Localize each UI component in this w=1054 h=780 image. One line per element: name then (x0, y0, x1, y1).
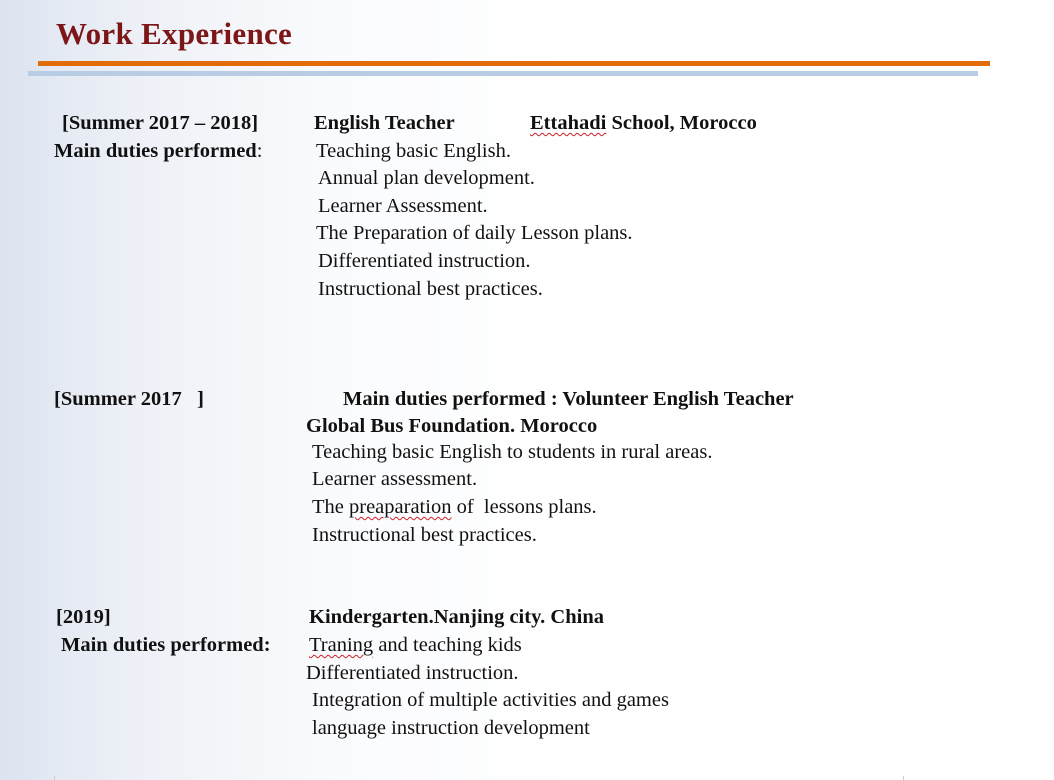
job3-duty-1-post: and teaching kids (373, 634, 522, 656)
job1-duty-1: Teaching basic English. (316, 140, 511, 162)
job3-duty-4: language instruction development (312, 717, 590, 739)
slide-edge-tick-right (903, 776, 904, 780)
job3-employer: Kindergarten.Nanjing city. China (309, 606, 604, 628)
job2-duty-4: Instructional best practices. (312, 524, 537, 546)
title-rule-orange (38, 61, 990, 66)
job1-duties-colon: : (256, 140, 263, 162)
job1-duty-5: Differentiated instruction. (318, 250, 531, 272)
job1-duty-2: Annual plan development. (318, 167, 535, 189)
job2-duty-3-misspelled: preaparation (349, 496, 452, 518)
job2-duty-3 (312, 496, 597, 520)
job1-duty-4: The Preparation of daily Lesson plans. (316, 222, 633, 244)
job3-duties-label: Main duties performed: (61, 634, 271, 656)
job3-duty-1-misspelled: Traning (309, 634, 374, 656)
job3-period: [2019] (56, 606, 111, 628)
job3-duty-3: Integration of multiple activities and games (312, 689, 669, 711)
job1-duties-label (54, 140, 262, 164)
title-rule-blue (28, 71, 978, 76)
job2-duty-1: Teaching basic English to students in rural areas. (312, 441, 713, 463)
job1-duty-6: Instructional best practices. (318, 278, 543, 300)
job2-duty-3-post: of lessons plans. (451, 496, 597, 518)
job2-duty-2: Learner assessment. (312, 468, 478, 490)
job1-period: [Summer 2017 – 2018] (62, 112, 259, 134)
job1-duties-label-text: Main duties performed (54, 140, 257, 162)
job2-duty-3-pre: The (312, 496, 349, 518)
job1-employer-name: Ettahadi (530, 112, 607, 134)
job1-employer (530, 112, 757, 136)
job2-heading: Main duties performed : Volunteer English Teacher (343, 388, 794, 410)
job1-employer-rest: School, Morocco (606, 112, 757, 134)
job2-period: [Summer 2017 ] (54, 388, 204, 410)
section-title: Work Experience (56, 16, 293, 51)
slide-edge-tick-left (54, 776, 55, 780)
job3-duty-2: Differentiated instruction. (306, 662, 519, 684)
job2-employer: Global Bus Foundation. Morocco (306, 415, 598, 437)
job3-duty-1 (309, 634, 522, 658)
job1-duty-3: Learner Assessment. (318, 195, 488, 217)
job1-role: English Teacher (314, 112, 455, 134)
